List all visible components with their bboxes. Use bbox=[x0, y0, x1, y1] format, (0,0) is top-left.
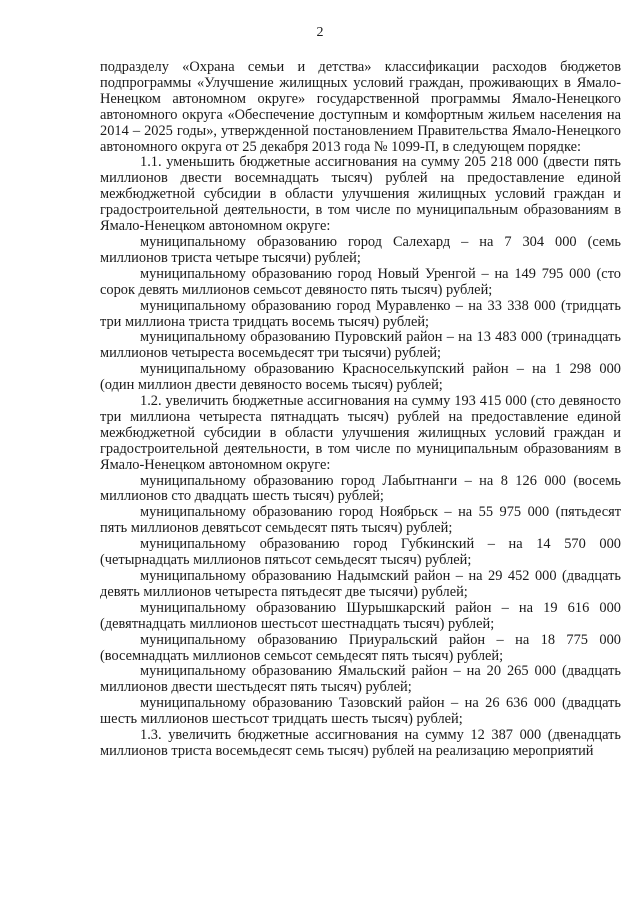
paragraph: муниципальному образованию город Салехард – на 7 304 000 (семь миллионов триста четыре тысячи) рублей; bbox=[100, 233, 621, 266]
paragraph: муниципальному образованию город Лабытнанги – на 8 126 000 (восемь миллионов сто двадцать шесть тысяч) рублей; bbox=[100, 472, 621, 505]
paragraph: 1.2. увеличить бюджетные ассигнования на сумму 193 415 000 (сто девяносто три миллиона четыреста пятнадцать тысяч) рублей на предоставление единой межбюджетной субсидии в области улучшения жилищных условий граждан и градостроительной деятельности, в том числе по муниципальным образованиям в Ямало-Ненецком автономном округе: bbox=[100, 393, 621, 473]
paragraph: муниципальному образованию Шурышкарский район – на 19 616 000 (девятнадцать миллионов шестьсот шестнадцать тысяч) рублей; bbox=[100, 599, 621, 632]
paragraph: 1.3. увеличить бюджетные ассигнования на сумму 12 387 000 (двенадцать миллионов триста восемьдесят семь тысяч) рублей на реализацию мероприятий bbox=[100, 727, 621, 759]
paragraph: подразделу «Охрана семьи и детства» классификации расходов бюджетов подпрограммы «Улучшение жилищных условий граждан, проживающих в Ямало-Ненецком автономном округе» государственной программы Ямало-Ненецкого автономного округа «Обеспечение доступным и комфортным жильем населения на 2014 – 2025 годы», утвержденной постановлением Правительства Ямало-Ненецкого автономного округа от 25 декабря 2013 года № 1099-П, в следующем порядке: bbox=[100, 59, 621, 155]
paragraph: муниципальному образованию Надымский район – на 29 452 000 (двадцать девять миллионов четыреста пятьдесят две тысячи) рублей; bbox=[100, 568, 621, 600]
paragraph: муниципальному образованию Ямальский район – на 20 265 000 (двадцать миллионов двести шестьдесят пять тысяч) рублей; bbox=[100, 663, 621, 696]
paragraph: муниципальному образованию город Ноябрьск – на 55 975 000 (пятьдесят пять миллионов девятьсот семьдесят пять тысяч) рублей; bbox=[100, 504, 621, 537]
paragraph: 1.1. уменьшить бюджетные ассигнования на сумму 205 218 000 (двести пять миллионов двести восемнадцать тысяч) рублей на предоставление единой межбюджетной субсидии в области улучшения жилищных условий граждан и градостроительной деятельности, в том числе по муниципальным образованиям в Ямало-Ненецком автономном округе: bbox=[100, 154, 621, 235]
paragraph: муниципальному образованию Красноселькупский район – на 1 298 000 (один миллион двести девяносто восемь тысяч) рублей; bbox=[100, 361, 621, 394]
page-number: 2 bbox=[316, 25, 324, 40]
paragraph: муниципальному образованию Приуральский район – на 18 775 000 (восемнадцать миллионов семьсот семьдесят пять тысяч) рублей; bbox=[100, 631, 621, 664]
paragraph: муниципальному образованию город Муравленко – на 33 338 000 (тридцать три миллиона триста тридцать восемь тысяч) рублей; bbox=[100, 297, 621, 330]
paragraph: муниципальному образованию Тазовский район – на 26 636 000 (двадцать шесть миллионов шестьсот тридцать шесть тысяч) рублей; bbox=[100, 695, 621, 728]
paragraph: муниципальному образованию город Губкинский – на 14 570 000 (четырнадцать миллионов пятьсот семьдесят тысяч) рублей; bbox=[100, 536, 621, 569]
paragraph: муниципальному образованию Пуровский район – на 13 483 000 (тринадцать миллионов четыреста восемьдесят три тысячи) рублей; bbox=[100, 329, 621, 362]
document-body bbox=[100, 60, 621, 760]
paragraph: муниципальному образованию город Новый Уренгой – на 149 795 000 (сто сорок девять миллионов семьсот девяносто пять тысяч) рублей; bbox=[100, 265, 621, 298]
